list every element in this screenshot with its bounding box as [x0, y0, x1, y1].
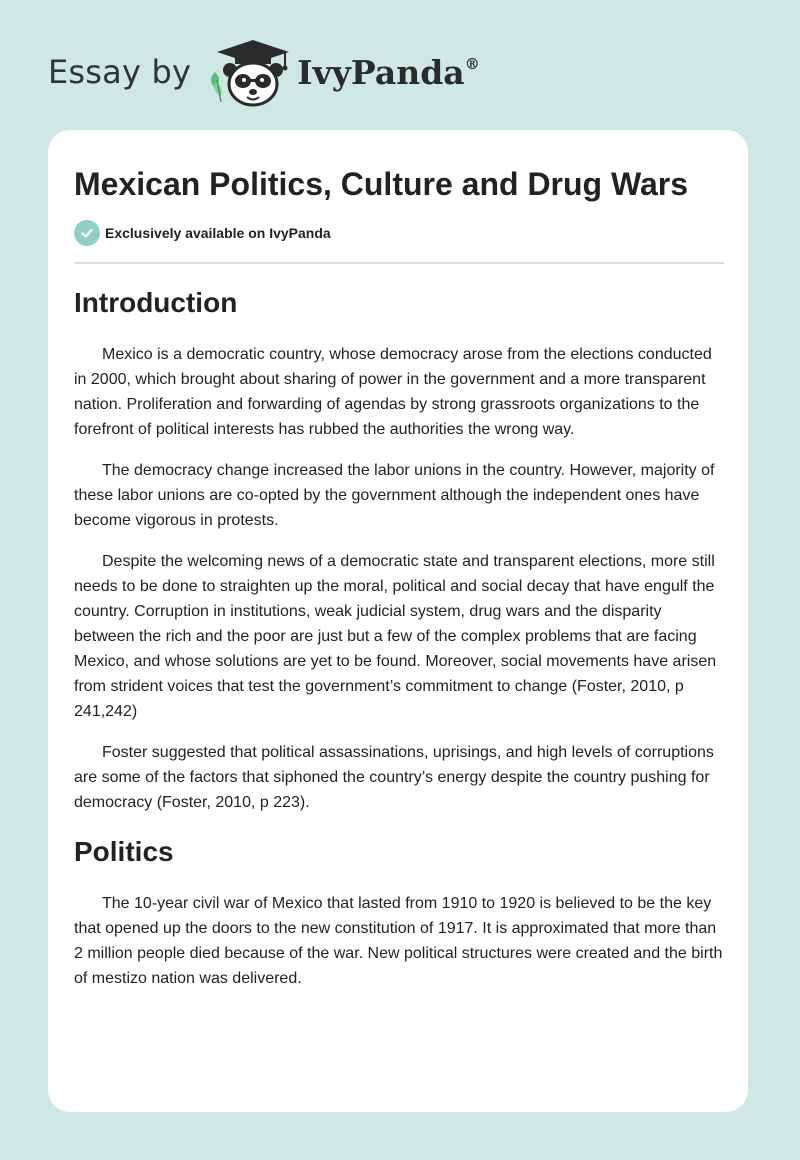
article-title: Mexican Politics, Culture and Drug Wars: [74, 166, 689, 202]
check-circle-icon: [74, 220, 100, 246]
paragraph: Mexico is a democratic country, whose democracy arose from the elections conducted in 2000, which brought about sharing of power in the government and a more transparent nation. Proliferation and forwarding of agendas by strong grassroots organizations to the forefront of political interests has rubbed the authorities the wrong way.: [74, 346, 712, 438]
divider: [74, 262, 724, 264]
paragraph: The democracy change increased the labor unions in the country. However, majority of these labor unions are co-opted by the government although the independent ones have become vigorous in protests.: [74, 462, 715, 529]
section-heading-politics: Politics: [74, 836, 174, 867]
article-content: [74, 130, 724, 1007]
exclusive-badge: [74, 220, 724, 246]
section-heading-introduction: Introduction: [74, 287, 238, 318]
registered-mark: ®: [464, 54, 480, 73]
article-card: [48, 130, 748, 1112]
site-header: [48, 36, 480, 108]
brand-name[interactable]: IvyPanda®: [297, 52, 480, 92]
paragraph: The 10-year civil war of Mexico that lasted from 1910 to 1920 is believed to be the key that opened up the doors to the new constitution of 1917. It is approximated that more than 2 million people died because of the war. New political structures were created and the birth of mestizo nation was delivered.: [74, 895, 723, 987]
panda-graduation-cap-icon[interactable]: [205, 36, 291, 108]
paragraph: Foster suggested that political assassinations, uprisings, and high levels of corruptions are some of the factors that siphoned the country’s energy despite the country pushing for democracy (Foster, 2010, p 223).: [74, 744, 714, 811]
badge-label: Exclusively available on IvyPanda: [105, 225, 331, 241]
paragraph: Despite the welcoming news of a democratic state and transparent elections, more still needs to be done to straighten up the moral, political and social decay that have engulf the country. Corruption in institutions, weak judicial system, drug wars and the disparity between the rich and the poor are just but a few of the complex problems that are facing Mexico, and whose solutions are yet to be found. Moreover, social movements have arisen from strident voices that test the government’s commitment to change (Foster, 2010, p 241,242): [74, 553, 717, 720]
essay-by-label: Essay by: [48, 53, 192, 91]
